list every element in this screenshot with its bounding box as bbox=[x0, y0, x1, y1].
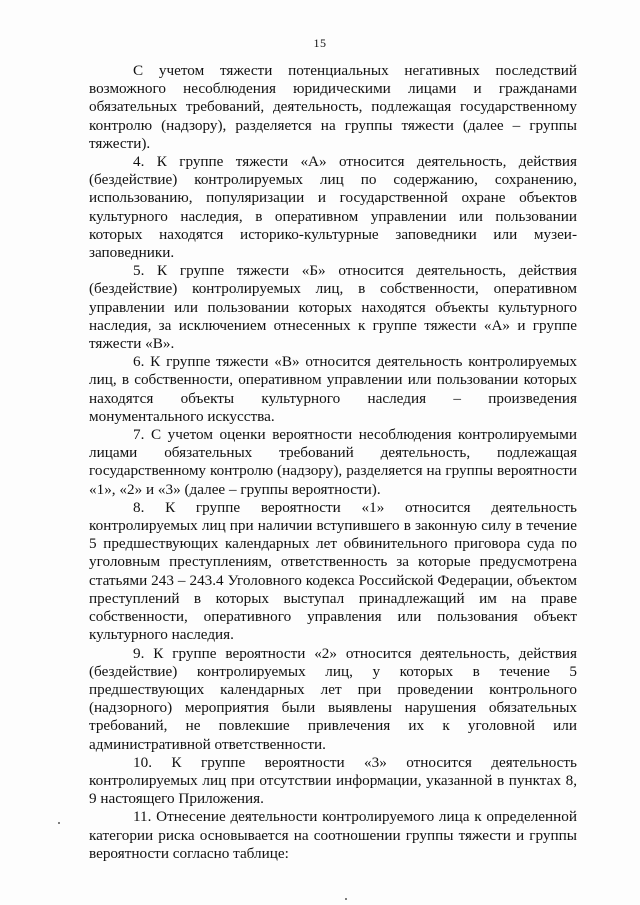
paragraph-5: 5. К группе тяжести «Б» относится деятельность, действия (бездействие) контролируемых лиц, в собственности, оперативном управлении или пользовании которых находятся объекты культурного наследия, за исключением отнесенных к группе тяжести «А» и группе тяжести «В». bbox=[89, 262, 577, 353]
scan-speck bbox=[345, 898, 347, 900]
paragraph-8: 8. К группе вероятности «1» относится деятельность контролируемых лиц при наличии вступившего в законную силу в течение 5 предшествующих календарных лет обвинительного приговора суда по уголовным преступлениям, ответственность за которые предусмотрена статьями 243 – 243.4 Уголовного кодекса Российской Федерации, объектом преступлений в которых выступал принадлежащий им на праве собственности, оперативного управления или пользования объект культурного наследия. bbox=[89, 498, 577, 644]
paragraph-7: 7. С учетом оценки вероятности несоблюдения контролируемыми лицами обязательных требований деятельность, подлежащая государственному контролю (надзору), разделяется на группы вероятности «1», «2» и «3» (далее – группы вероятности). bbox=[89, 426, 577, 498]
page-number: 15 bbox=[313, 36, 327, 50]
paragraph-4: 4. К группе тяжести «А» относится деятельность, действия (бездействие) контролируемых лиц по содержанию, сохранению, использованию, популяризации и государственной охране объектов культурного наследия, в оперативном управлении или пользовании которых находятся историко-культурные заповедники или музеи-заповедники. bbox=[89, 153, 577, 262]
scan-speck bbox=[58, 822, 60, 824]
paragraph-6: 6. К группе тяжести «В» относится деятельность контролируемых лиц, в собственности, оперативном управлении или пользовании которых находятся объекты культурного наследия – произведения монументального искусства. bbox=[89, 353, 577, 425]
paragraph-10: 10. К группе вероятности «3» относится деятельность контролируемых лиц при отсутствии информации, указанной в пунктах 8, 9 настоящего Приложения. bbox=[89, 753, 577, 808]
document-body bbox=[89, 62, 577, 863]
paragraph-severity-intro: С учетом тяжести потенциальных негативных последствий возможного несоблюдения юридическими лицами и гражданами обязательных требований, деятельность, подлежащая государственному контролю (надзору), разделяется на группы тяжести (далее – группы тяжести). bbox=[89, 62, 577, 152]
paragraph-9: 9. К группе вероятности «2» относится деятельность, действия (бездействие) контролируемых лиц, у которых в течение 5 предшествующих календарных лет при проведении контрольного (надзорного) мероприятия были выявлены нарушения обязательных требований, не повлекшие привлечения их к уголовной или административной ответственности. bbox=[89, 644, 577, 753]
paragraph-11: 11. Отнесение деятельности контролируемого лица к определенной категории риска основывается на соотношении группы тяжести и группы вероятности согласно таблице: bbox=[89, 808, 577, 862]
